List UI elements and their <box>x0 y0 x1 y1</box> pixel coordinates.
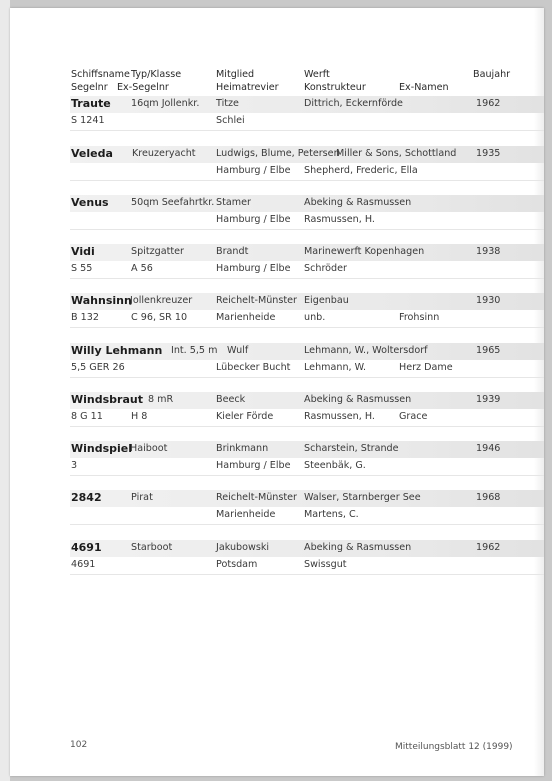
entry-divider <box>70 574 544 575</box>
entry-designer: Swissgut <box>304 559 347 570</box>
entry-name: Willy Lehmann <box>71 344 163 357</box>
entry-year: 1938 <box>476 246 501 257</box>
entry-divider <box>70 524 544 525</box>
entry-year: 1962 <box>476 542 501 553</box>
entry-year: 1968 <box>476 492 501 503</box>
entry-type: 50qm Seefahrtkr. <box>131 197 215 208</box>
entry-yard: Abeking & Rasmussen <box>304 197 412 208</box>
entry-type: Spitzgatter <box>131 246 184 257</box>
entry-name: 2842 <box>71 491 102 504</box>
entry-designer: Rasmussen, H. <box>304 411 375 422</box>
entry-name: Windsbraut <box>71 393 143 406</box>
entry-revier: Hamburg / Elbe <box>216 460 291 471</box>
entry-divider <box>70 475 544 476</box>
entry-segelnr: S 55 <box>71 263 93 274</box>
entry-designer: Shepherd, Frederic, Ella <box>304 165 418 176</box>
header-mitglied: Mitglied <box>216 69 255 80</box>
entry-member: Reichelt-Münster <box>216 295 297 306</box>
entry-divider <box>70 229 544 230</box>
entry-name: 4691 <box>71 541 102 554</box>
entry-exname: Frohsinn <box>399 312 440 323</box>
entry-name: Windspiel <box>71 442 133 455</box>
entry-name: Veleda <box>71 147 113 160</box>
entry-member: Wulf <box>227 345 249 356</box>
entry-member: Beeck <box>216 394 246 405</box>
entry-name: Vidi <box>71 245 95 258</box>
entry-revier: Hamburg / Elbe <box>216 214 291 225</box>
entry-revier: Potsdam <box>216 559 258 570</box>
document-page <box>10 8 544 776</box>
entry-designer: Lehmann, W. <box>304 362 367 373</box>
entry-segelnr: 5,5 GER 26 <box>71 362 125 373</box>
entry-segelnr: S 1241 <box>71 115 105 126</box>
entry-member: Titze <box>216 98 239 109</box>
entry-designer: Rasmussen, H. <box>304 214 375 225</box>
entry-revier: Hamburg / Elbe <box>216 165 291 176</box>
entry-member: Ludwigs, Blume, Petersen <box>216 148 340 159</box>
entry-member: Reichelt-Münster <box>216 492 297 503</box>
entry-year: 1930 <box>476 295 501 306</box>
entry-segelnr: B 132 <box>71 312 99 323</box>
entry-designer: unb. <box>304 312 326 323</box>
entry-exname: Herz Dame <box>399 362 453 373</box>
entry-yard: Abeking & Rasmussen <box>304 542 412 553</box>
entry-revier: Kieler Förde <box>216 411 274 422</box>
page-number: 102 <box>70 740 88 750</box>
entry-type: Int. 5,5 m <box>171 345 218 356</box>
entry-year: 1935 <box>476 148 501 159</box>
entry-revier: Lübecker Bucht <box>216 362 291 373</box>
entry-segelnr: 4691 <box>71 559 96 570</box>
publication-title: Mitteilungsblatt 12 (1999) <box>395 742 513 752</box>
entry-member: Brinkmann <box>216 443 269 454</box>
entry-yard: Scharstein, Strande <box>304 443 399 454</box>
entry-divider <box>70 327 544 328</box>
entry-year: 1965 <box>476 345 501 356</box>
entry-divider <box>70 377 544 378</box>
entry-revier: Schlei <box>216 115 245 126</box>
header-segelnr: Segelnr <box>71 82 108 93</box>
entry-designer: Steenbäk, G. <box>304 460 366 471</box>
header-ex-namen: Ex-Namen <box>399 82 449 93</box>
entry-year: 1962 <box>476 98 501 109</box>
entry-member: Stamer <box>216 197 251 208</box>
entry-exsegelnr: C 96, SR 10 <box>131 312 188 323</box>
entry-type: Starboot <box>131 542 173 553</box>
entry-segelnr: 8 G 11 <box>71 411 103 422</box>
entry-year: 1939 <box>476 394 501 405</box>
entry-type: 16qm Jollenkr. <box>131 98 200 109</box>
entry-exsegelnr: H 8 <box>131 411 148 422</box>
entry-revier: Marienheide <box>216 312 276 323</box>
entry-divider <box>70 426 544 427</box>
entry-type: Haiboot <box>130 443 168 454</box>
entry-segelnr: 3 <box>71 460 78 471</box>
header-werft: Werft <box>304 69 330 80</box>
header-typ-klasse: Typ/Klasse <box>131 69 182 80</box>
entry-type: Jollenkreuzer <box>130 295 193 306</box>
entry-yard: Walser, Starnberger See <box>304 492 421 503</box>
entry-member: Brandt <box>216 246 249 257</box>
entry-yard: Marinewerft Kopenhagen <box>304 246 425 257</box>
entry-type: Kreuzeryacht <box>132 148 196 159</box>
entry-year: 1946 <box>476 443 501 454</box>
entry-member: Jakubowski <box>216 542 270 553</box>
entry-yard: Lehmann, W., Woltersdorf <box>304 345 428 356</box>
entry-type: 8 mR <box>148 394 174 405</box>
background-strip <box>0 0 10 781</box>
entry-yard: Eigenbau <box>304 295 349 306</box>
header-baujahr: Baujahr <box>473 69 511 80</box>
entry-revier: Hamburg / Elbe <box>216 263 291 274</box>
entry-designer: Martens, C. <box>304 509 359 520</box>
header-schiffsname: Schiffsname <box>71 69 130 80</box>
entry-yard: Abeking & Rasmussen <box>304 394 412 405</box>
entry-revier: Marienheide <box>216 509 276 520</box>
header-heimatrevier: Heimatrevier <box>216 82 279 93</box>
entry-yard: Dittrich, Eckernförde <box>304 98 403 109</box>
entry-type: Pirat <box>131 492 153 503</box>
header-konstrukteur: Konstrukteur <box>304 82 366 93</box>
entry-yard: Miller & Sons, Schottland <box>336 148 457 159</box>
entry-designer: Schröder <box>304 263 347 274</box>
entry-divider <box>70 130 544 131</box>
entry-exname: Grace <box>399 411 428 422</box>
entry-name: Venus <box>71 196 109 209</box>
entry-divider <box>70 180 544 181</box>
entry-name: Wahnsinn <box>71 294 132 307</box>
entry-name: Traute <box>71 97 111 110</box>
entry-exsegelnr: A 56 <box>131 263 153 274</box>
header-ex-segelnr: Ex-Segelnr <box>117 82 169 93</box>
entry-divider <box>70 278 544 279</box>
